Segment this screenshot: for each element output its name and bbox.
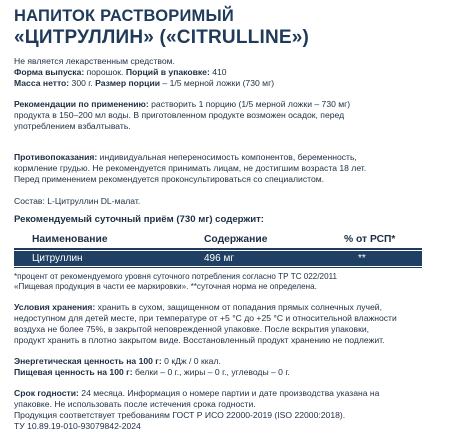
table-divider-bottom xyxy=(14,267,422,268)
form-value: порошок. xyxy=(84,67,126,77)
usage-line-3: употреблением взбалтывать. xyxy=(14,121,131,131)
tu-line: ТУ 10.89.19-010-93079842-2024 xyxy=(14,421,141,431)
contra-text-1: индивидуальная непереносимость компонентов, беременность, xyxy=(97,152,357,162)
daily-intake-title: Рекомендуемый суточный приём (730 мг) содержит: xyxy=(14,214,265,225)
storage-label: Условия хранения: xyxy=(14,302,96,312)
storage-text-1: хранить в сухом, защищенном от попадания прямых солнечных лучей, xyxy=(95,302,382,312)
storage-line-4: продукт хранить в плотно закрытом виде. Восстановленный продукт хранению не подлежит. xyxy=(14,335,385,345)
portions-label: Порций в упаковке: xyxy=(125,67,210,77)
composition-text: Состав: L-Цитруллин DL-малат. xyxy=(14,196,141,206)
contra-label: Противопоказания: xyxy=(14,152,98,162)
product-type-heading: НАПИТОК РАСТВОРИМЫЙ xyxy=(14,7,234,25)
storage-line-1 xyxy=(14,302,382,313)
contra-line-1 xyxy=(14,152,357,163)
shelf-label: Срок годности: xyxy=(14,388,79,398)
energy-label: Энергетическая ценность на 100 г: xyxy=(14,356,162,366)
standard-line: Продукция соответствует требованиям ГОСТ Р ИСО 22000-2019 (ISO 22000:2018). xyxy=(14,410,346,420)
usage-line-2: продукта в 150–200 мл воды. В приготовленном продукте возможен осадок, перед xyxy=(14,110,345,120)
portions-value: 410 xyxy=(209,67,227,77)
storage-line-2: недоступном для детей месте, при температуре от +5 °С до +25 °С и относительной влажности xyxy=(14,313,397,323)
table-divider-top xyxy=(14,248,422,250)
table-row xyxy=(14,251,422,266)
mass-label: Масса нетто: xyxy=(14,78,70,88)
storage-line-3: воздуха не более 75%, в закрытой неповрежденной упаковке. После вскрытия упаковки, xyxy=(14,324,370,334)
col-name-header: Наименование xyxy=(32,234,108,245)
mass-line xyxy=(14,78,274,89)
form-label: Форма выпуска: xyxy=(14,67,85,77)
footnote-line-1: *процент от рекомендуемого уровня суточного потребления согласно ТР ТС 022/2011 xyxy=(14,272,337,281)
form-line xyxy=(14,67,227,78)
shelf-line-2: упаковке. Не использовать после истечения срока годности. xyxy=(14,399,256,409)
energy-line xyxy=(14,356,221,367)
product-name-heading: «ЦИТРУЛЛИН» («CITRULLINE») xyxy=(14,27,310,48)
row-content: 496 мг xyxy=(204,253,234,264)
footnote-line-2: «Пищевая продукция в части ее маркировки». **суточная норма не определена. xyxy=(14,282,317,291)
mass-value: 300 г. xyxy=(69,78,96,88)
nutrient-table-header xyxy=(14,232,422,249)
col-content-header: Содержание xyxy=(204,234,268,245)
food-value-text: белки – 0 г., жиры – 0 г., углеводы – 0 г. xyxy=(132,367,290,377)
portion-label: Размер порции xyxy=(95,78,161,88)
energy-value: 0 кДж / 0 ккал. xyxy=(161,356,221,366)
not-medicine-text: Не является лекарственным средством. xyxy=(14,56,175,66)
usage-text-1: растворить 1 порцию (1/5 мерной ложки – 730 мг) xyxy=(148,99,351,109)
food-value-label: Пищевая ценность на 100 г: xyxy=(14,367,133,377)
usage-line-1 xyxy=(14,99,350,110)
contra-line-2: кормление грудью. Не рекомендуется принимать лицам, не достигшим возраста 18 лет. xyxy=(14,163,367,173)
row-rsp: ** xyxy=(358,253,366,264)
col-rsp-header: % от РСП* xyxy=(344,234,396,245)
food-value-line xyxy=(14,367,290,378)
row-name: Цитруллин xyxy=(32,253,83,264)
contra-line-3: Перед применением рекомендуется проконсультироваться со специалистом. xyxy=(14,174,325,184)
portion-value: – 1/5 мерной ложки (730 мг) xyxy=(160,78,275,88)
shelf-line-1 xyxy=(14,388,379,399)
shelf-text-1: 24 месяца. Информация о номере партии и дате производства указана на xyxy=(78,388,380,398)
usage-label: Рекомендации по применению: xyxy=(14,99,149,109)
